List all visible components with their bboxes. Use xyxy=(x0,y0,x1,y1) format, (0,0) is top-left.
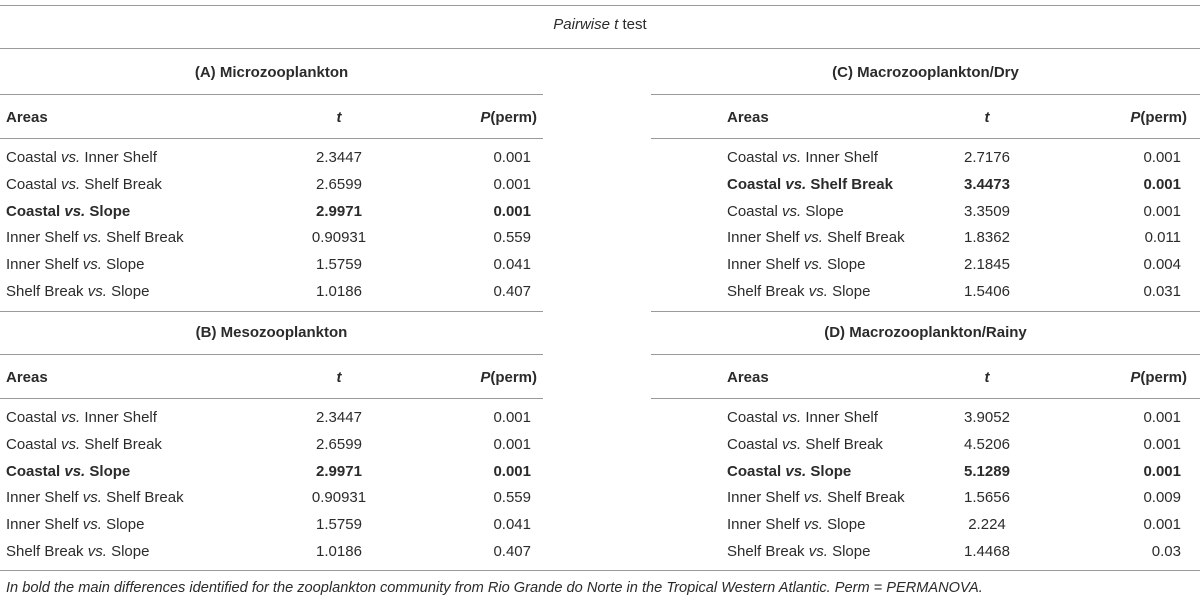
area-b: Slope xyxy=(89,463,131,480)
comparison-cell xyxy=(6,543,149,561)
header-t-italic: t xyxy=(984,109,990,126)
vs-label: vs. xyxy=(782,149,802,166)
area-b: Shelf Break xyxy=(84,176,162,193)
area-a: Coastal xyxy=(6,409,57,426)
area-a: Inner Shelf xyxy=(727,256,800,273)
p-value: 0.004 xyxy=(1143,256,1181,273)
p-value: 0.407 xyxy=(493,283,531,300)
comparison-cell xyxy=(6,516,144,534)
section-title-rule xyxy=(651,354,1200,355)
area-b: Inner Shelf xyxy=(84,409,157,426)
vs-label: vs. xyxy=(61,176,81,193)
comparison-cell xyxy=(727,463,851,481)
comparison-cell xyxy=(727,409,878,427)
vs-label: vs. xyxy=(61,409,81,426)
header-t xyxy=(947,369,1027,387)
area-a: Inner Shelf xyxy=(727,229,800,246)
p-value: 0.03 xyxy=(1151,543,1181,560)
comparison-cell xyxy=(6,489,184,507)
t-value: 2.9971 xyxy=(316,203,362,220)
p-value: 0.001 xyxy=(1143,409,1181,426)
t-value: 3.4473 xyxy=(964,176,1010,193)
header-p-italic: P xyxy=(1130,109,1141,126)
area-a: Inner Shelf xyxy=(727,489,800,506)
comparison-cell xyxy=(727,489,905,507)
t-value: 1.5656 xyxy=(964,489,1010,506)
area-b: Inner Shelf xyxy=(805,409,878,426)
header-rule xyxy=(651,398,1200,399)
header-t-italic: t xyxy=(984,369,990,386)
p-value: 0.001 xyxy=(493,409,531,426)
header-t xyxy=(299,109,379,127)
comparison-cell xyxy=(6,203,130,221)
comparison-cell xyxy=(727,229,905,247)
p-value: 0.559 xyxy=(493,489,531,506)
section-bottom-rule xyxy=(651,311,1200,312)
area-a: Coastal xyxy=(727,203,778,220)
t-value: 1.5759 xyxy=(316,256,362,273)
header-areas: Areas xyxy=(727,109,769,126)
area-a: Inner Shelf xyxy=(6,256,79,273)
area-a: Coastal xyxy=(727,409,778,426)
comparison-cell xyxy=(6,176,162,194)
area-a: Inner Shelf xyxy=(6,489,79,506)
area-a: Shelf Break xyxy=(6,283,84,300)
p-value: 0.041 xyxy=(493,516,531,533)
t-value: 0.90931 xyxy=(311,229,367,246)
vs-label: vs. xyxy=(64,203,86,220)
area-b: Inner Shelf xyxy=(805,149,878,166)
t-value: 3.3509 xyxy=(964,203,1010,220)
table-footnote: In bold the main differences identified for the zooplankton community from Rio Grande do Norte in the Tropical Western Atlantic. Perm = PERMANOVA. xyxy=(6,580,983,596)
vs-label: vs. xyxy=(82,256,102,273)
header-t-italic: t xyxy=(336,109,342,126)
t-value: 0.90931 xyxy=(311,489,367,506)
t-value: 2.224 xyxy=(968,516,1006,533)
section-title: (A) Microzooplankton xyxy=(194,64,349,81)
area-b: Slope xyxy=(111,543,150,560)
p-value: 0.001 xyxy=(493,149,531,166)
area-b: Slope xyxy=(89,203,131,220)
area-a: Inner Shelf xyxy=(6,229,79,246)
comparison-cell xyxy=(6,149,157,167)
vs-label: vs. xyxy=(803,516,823,533)
t-value: 2.9971 xyxy=(316,463,362,480)
area-a: Coastal xyxy=(727,149,778,166)
t-value: 2.7176 xyxy=(964,149,1010,166)
header-areas: Areas xyxy=(6,109,48,126)
header-p-italic: P xyxy=(1130,369,1141,386)
header-p-perm xyxy=(1061,369,1187,387)
section-title: (D) Macrozooplankton/Rainy xyxy=(824,324,1027,341)
p-value: 0.011 xyxy=(1144,229,1181,246)
p-value: 0.001 xyxy=(1143,149,1181,166)
p-value: 0.001 xyxy=(493,203,531,220)
comparison-cell xyxy=(727,176,893,194)
vs-label: vs. xyxy=(82,489,102,506)
area-b: Slope xyxy=(805,203,844,220)
header-t xyxy=(299,369,379,387)
comparison-cell xyxy=(727,283,870,301)
comparison-cell xyxy=(6,229,184,247)
p-value: 0.041 xyxy=(493,256,531,273)
vs-label: vs. xyxy=(785,176,807,193)
area-b: Slope xyxy=(106,516,145,533)
comparison-cell xyxy=(727,436,883,454)
header-rule xyxy=(651,138,1200,139)
table-title xyxy=(0,16,1200,34)
vs-label: vs. xyxy=(87,283,107,300)
t-value: 3.9052 xyxy=(964,409,1010,426)
header-p-perm xyxy=(411,369,537,387)
p-value: 0.559 xyxy=(493,229,531,246)
header-p-rest: (perm) xyxy=(1140,109,1187,126)
comparison-cell xyxy=(6,256,144,274)
p-value: 0.001 xyxy=(493,436,531,453)
t-value: 1.4468 xyxy=(964,543,1010,560)
t-value: 1.5406 xyxy=(964,283,1010,300)
area-a: Coastal xyxy=(6,176,57,193)
vs-label: vs. xyxy=(803,256,823,273)
title-suffix: test xyxy=(618,16,647,33)
table-top-rule xyxy=(0,5,1200,6)
area-a: Inner Shelf xyxy=(6,516,79,533)
area-b: Inner Shelf xyxy=(84,149,157,166)
area-b: Shelf Break xyxy=(827,489,905,506)
comparison-cell xyxy=(727,203,844,221)
section-title: (B) Mesozooplankton xyxy=(195,324,348,341)
area-b: Slope xyxy=(810,463,852,480)
area-a: Shelf Break xyxy=(6,543,84,560)
header-t-italic: t xyxy=(336,369,342,386)
vs-label: vs. xyxy=(782,409,802,426)
vs-label: vs. xyxy=(782,203,802,220)
area-b: Shelf Break xyxy=(106,489,184,506)
vs-label: vs. xyxy=(785,463,807,480)
t-value: 2.6599 xyxy=(316,176,362,193)
vs-label: vs. xyxy=(82,229,102,246)
area-b: Slope xyxy=(827,256,866,273)
header-p-italic: P xyxy=(480,369,491,386)
header-areas: Areas xyxy=(6,369,48,386)
area-b: Slope xyxy=(832,283,871,300)
table-bottom-rule xyxy=(0,570,1200,571)
comparison-cell xyxy=(6,283,149,301)
area-a: Shelf Break xyxy=(727,543,805,560)
t-value: 2.1845 xyxy=(964,256,1010,273)
vs-label: vs. xyxy=(64,463,86,480)
p-value: 0.001 xyxy=(1143,436,1181,453)
area-b: Shelf Break xyxy=(810,176,893,193)
vs-label: vs. xyxy=(803,489,823,506)
t-value: 5.1289 xyxy=(964,463,1010,480)
area-a: Coastal xyxy=(727,436,778,453)
title-t: t xyxy=(614,16,619,33)
area-a: Coastal xyxy=(727,176,782,193)
t-value: 4.5206 xyxy=(964,436,1010,453)
header-rule xyxy=(0,138,543,139)
header-p-perm xyxy=(1061,109,1187,127)
t-value: 1.0186 xyxy=(316,543,362,560)
header-areas: Areas xyxy=(727,369,769,386)
p-value: 0.001 xyxy=(1143,463,1181,480)
section-title: (C) Macrozooplankton/Dry xyxy=(832,64,1019,81)
p-value: 0.001 xyxy=(1143,176,1181,193)
area-b: Slope xyxy=(106,256,145,273)
p-value: 0.031 xyxy=(1143,283,1181,300)
area-b: Shelf Break xyxy=(827,229,905,246)
comparison-cell xyxy=(727,256,865,274)
section-title-rule xyxy=(0,354,543,355)
t-value: 1.5759 xyxy=(316,516,362,533)
t-value: 1.8362 xyxy=(964,229,1010,246)
area-b: Shelf Break xyxy=(805,436,883,453)
area-a: Coastal xyxy=(727,463,782,480)
vs-label: vs. xyxy=(808,543,828,560)
area-a: Coastal xyxy=(6,463,61,480)
vs-label: vs. xyxy=(61,149,81,166)
comparison-cell xyxy=(727,543,870,561)
p-value: 0.407 xyxy=(493,543,531,560)
header-t xyxy=(947,109,1027,127)
p-value: 0.001 xyxy=(1143,516,1181,533)
area-b: Shelf Break xyxy=(84,436,162,453)
area-a: Inner Shelf xyxy=(727,516,800,533)
p-value: 0.001 xyxy=(1143,203,1181,220)
area-b: Slope xyxy=(111,283,150,300)
area-b: Slope xyxy=(827,516,866,533)
section-bottom-rule xyxy=(0,311,543,312)
area-a: Coastal xyxy=(6,149,57,166)
area-a: Coastal xyxy=(6,436,57,453)
t-value: 2.3447 xyxy=(316,409,362,426)
area-a: Shelf Break xyxy=(727,283,805,300)
header-p-rest: (perm) xyxy=(490,109,537,126)
p-value: 0.009 xyxy=(1143,489,1181,506)
p-value: 0.001 xyxy=(493,463,531,480)
p-value: 0.001 xyxy=(493,176,531,193)
comparison-cell xyxy=(6,436,162,454)
vs-label: vs. xyxy=(82,516,102,533)
title-rule xyxy=(0,48,1200,49)
area-a: Coastal xyxy=(6,203,61,220)
header-p-perm xyxy=(411,109,537,127)
vs-label: vs. xyxy=(782,436,802,453)
header-p-rest: (perm) xyxy=(490,369,537,386)
area-b: Slope xyxy=(832,543,871,560)
t-value: 2.6599 xyxy=(316,436,362,453)
comparison-cell xyxy=(6,409,157,427)
t-value: 1.0186 xyxy=(316,283,362,300)
header-rule xyxy=(0,398,543,399)
comparison-cell xyxy=(727,149,878,167)
comparison-cell xyxy=(727,516,865,534)
header-p-italic: P xyxy=(480,109,491,126)
area-b: Shelf Break xyxy=(106,229,184,246)
section-title-rule xyxy=(0,94,543,95)
section-title-rule xyxy=(651,94,1200,95)
vs-label: vs. xyxy=(87,543,107,560)
vs-label: vs. xyxy=(61,436,81,453)
vs-label: vs. xyxy=(803,229,823,246)
vs-label: vs. xyxy=(808,283,828,300)
t-value: 2.3447 xyxy=(316,149,362,166)
title-prefix: Pairwise xyxy=(553,16,610,33)
header-p-rest: (perm) xyxy=(1140,369,1187,386)
comparison-cell xyxy=(6,463,130,481)
